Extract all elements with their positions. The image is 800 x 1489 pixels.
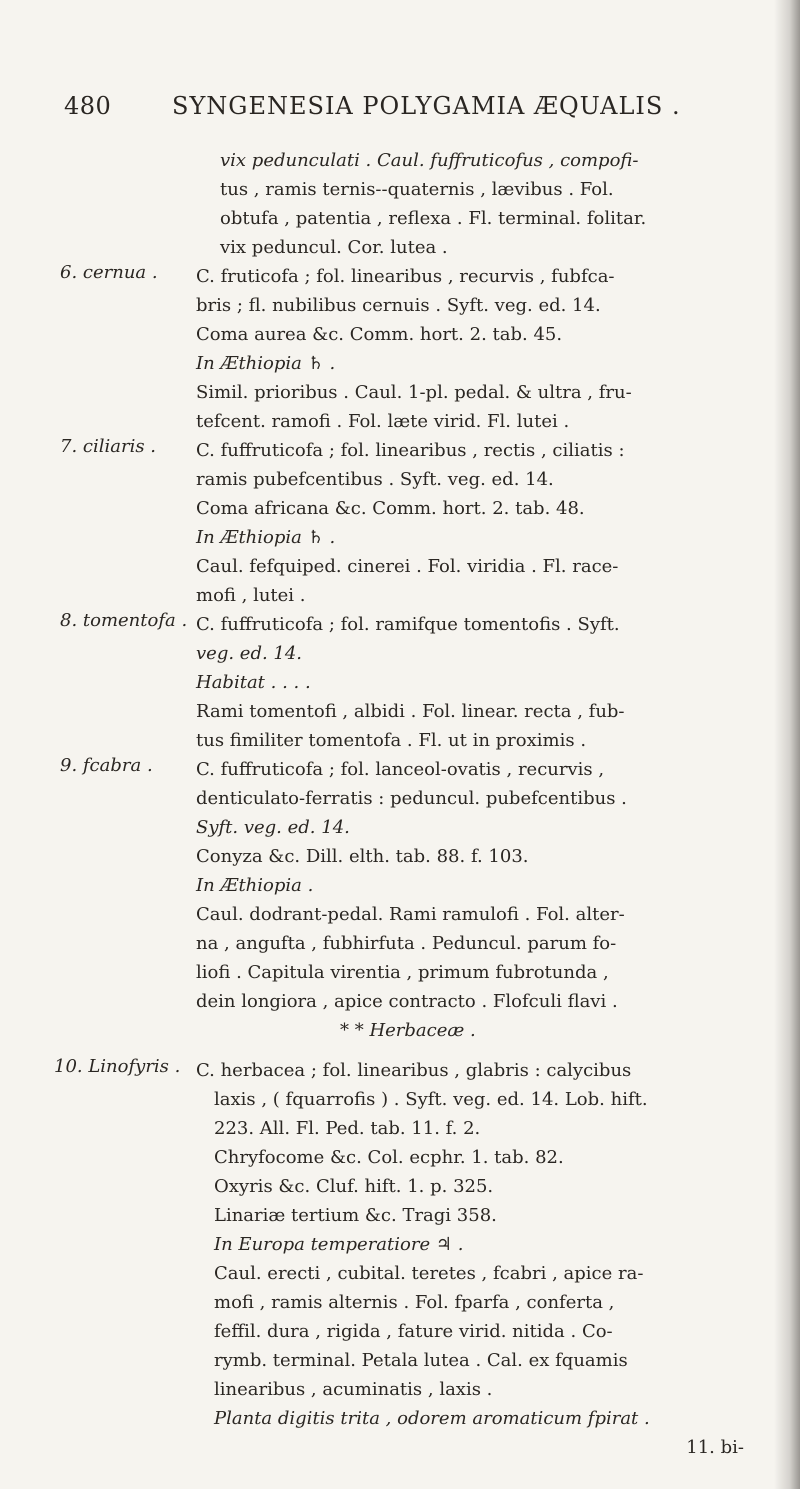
text-line: mofi , ramis alternis . Fol. fparfa , conferta ,: [214, 1292, 615, 1313]
species-label: 10. Linofyris .: [54, 1056, 181, 1077]
page-number: 480: [64, 92, 112, 120]
text-line: vix peduncul. Cor. lutea .: [220, 237, 448, 258]
text-line: dein longiora , apice contracto . Flofculi flavi .: [196, 991, 618, 1012]
text-line: veg. ed. 14.: [196, 643, 303, 664]
species-description: [196, 610, 768, 755]
text-line: C. fuffruticofa ; fol. linearibus , rectis , ciliatis :: [196, 440, 625, 461]
text-line: C. fuffruticofa ; fol. lanceol-ovatis , recurvis ,: [196, 759, 605, 780]
species-label: 7. ciliaris .: [60, 436, 157, 457]
text-line: Caul. dodrant-pedal. Rami ramulofi . Fol. alter-: [196, 904, 625, 925]
text-line: C. herbacea ; fol. linearibus , glabris : calycibus: [196, 1060, 632, 1081]
text-line: Coma africana &c. Comm. hort. 2. tab. 48.: [196, 498, 585, 519]
text-line: linearibus , acuminatis , laxis .: [214, 1379, 493, 1400]
text-line: Conyza &c. Dill. elth. tab. 88. f. 103.: [196, 846, 529, 867]
species-description: [196, 262, 768, 436]
text-line: C. fuffruticofa ; fol. ramifque tomentofis . Syft.: [196, 614, 620, 635]
text-line: Oxyris &c. Cluf. hift. 1. p. 325.: [214, 1176, 494, 1197]
text-line: Linariæ tertium &c. Tragi 358.: [214, 1205, 497, 1226]
running-title: SYNGENESIA POLYGAMIA ÆQUALIS .: [172, 92, 681, 120]
text-line: Habitat . . . .: [196, 672, 311, 693]
species-description: [196, 1056, 768, 1462]
text-line: feffil. dura , rigida , fature virid. nitida . Co-: [214, 1321, 613, 1342]
species-label: 9. fcabra .: [60, 755, 153, 776]
text-line: Simil. prioribus . Caul. 1-pl. pedal. & ultra , fru-: [196, 382, 632, 403]
text-line: Chryfocome &c. Col. ecphr. 1. tab. 82.: [214, 1147, 564, 1168]
text-line: denticulato-ferratis : peduncul. pubefcentibus .: [196, 788, 627, 809]
text-line: obtufa , patentia , reflexa . Fl. terminal. folitar.: [220, 208, 647, 229]
text-line: Coma aurea &c. Comm. hort. 2. tab. 45.: [196, 324, 563, 345]
species-description: [196, 755, 768, 1016]
text-line: Syft. veg. ed. 14.: [196, 817, 350, 838]
text-line: ramis pubefcentibus . Syft. veg. ed. 14.: [196, 469, 554, 490]
text-line: liofi . Capitula virentia , primum fubrotunda ,: [196, 962, 609, 983]
species-label: 6. cernua .: [60, 262, 158, 283]
text-line: tefcent. ramofi . Fol. læte virid. Fl. lutei .: [196, 411, 570, 432]
species-label: 8. tomentofa .: [60, 610, 188, 631]
text-line: laxis , ( fquarrofis ) . Syft. veg. ed. 14. Lob. hift.: [214, 1089, 648, 1110]
text-line: In Æthiopia ♄ .: [196, 527, 336, 548]
text-line: bris ; fl. nubilibus cernuis . Syft. veg. ed. 14.: [196, 295, 601, 316]
text-line: Caul. erecti , cubital. teretes , fcabri , apice ra-: [214, 1263, 644, 1284]
text-line: Rami tomentofi , albidi . Fol. linear. recta , fub-: [196, 701, 625, 722]
text-line: 223. All. Fl. Ped. tab. 11. f. 2.: [214, 1118, 481, 1139]
page-header: [0, 92, 800, 132]
text-line: Caul. fefquiped. cinerei . Fol. viridia . Fl. race-: [196, 556, 619, 577]
text-line: In Æthiopia .: [196, 875, 314, 896]
text-line: rymb. terminal. Petala lutea . Cal. ex fquamis: [214, 1350, 628, 1371]
text-line: vix pedunculati . Caul. fuffruticofus , compofi-: [220, 150, 639, 171]
intro-text: [220, 146, 792, 262]
text-line: In Æthiopia ♄ .: [196, 353, 336, 374]
text-line: Planta digitis trita , odorem aromaticum fpirat .: [214, 1408, 650, 1429]
text-line: tus , ramis ternis--quaternis , lævibus . Fol.: [220, 179, 614, 200]
section-heading: * * Herbaceæ .: [340, 1020, 476, 1041]
text-line: mofi , lutei .: [196, 585, 306, 606]
species-description: [196, 436, 768, 610]
text-line: tus fimiliter tomentofa . Fl. ut in proximis .: [196, 730, 587, 751]
catchword: 11. bi-: [686, 1437, 744, 1458]
text-line: In Europa temperatiore ♃ .: [214, 1234, 464, 1255]
text-line: na , angufta , fubhirfuta . Peduncul. parum fo-: [196, 933, 617, 954]
text-line: C. fruticofa ; fol. linearibus , recurvis , fubfca-: [196, 266, 615, 287]
